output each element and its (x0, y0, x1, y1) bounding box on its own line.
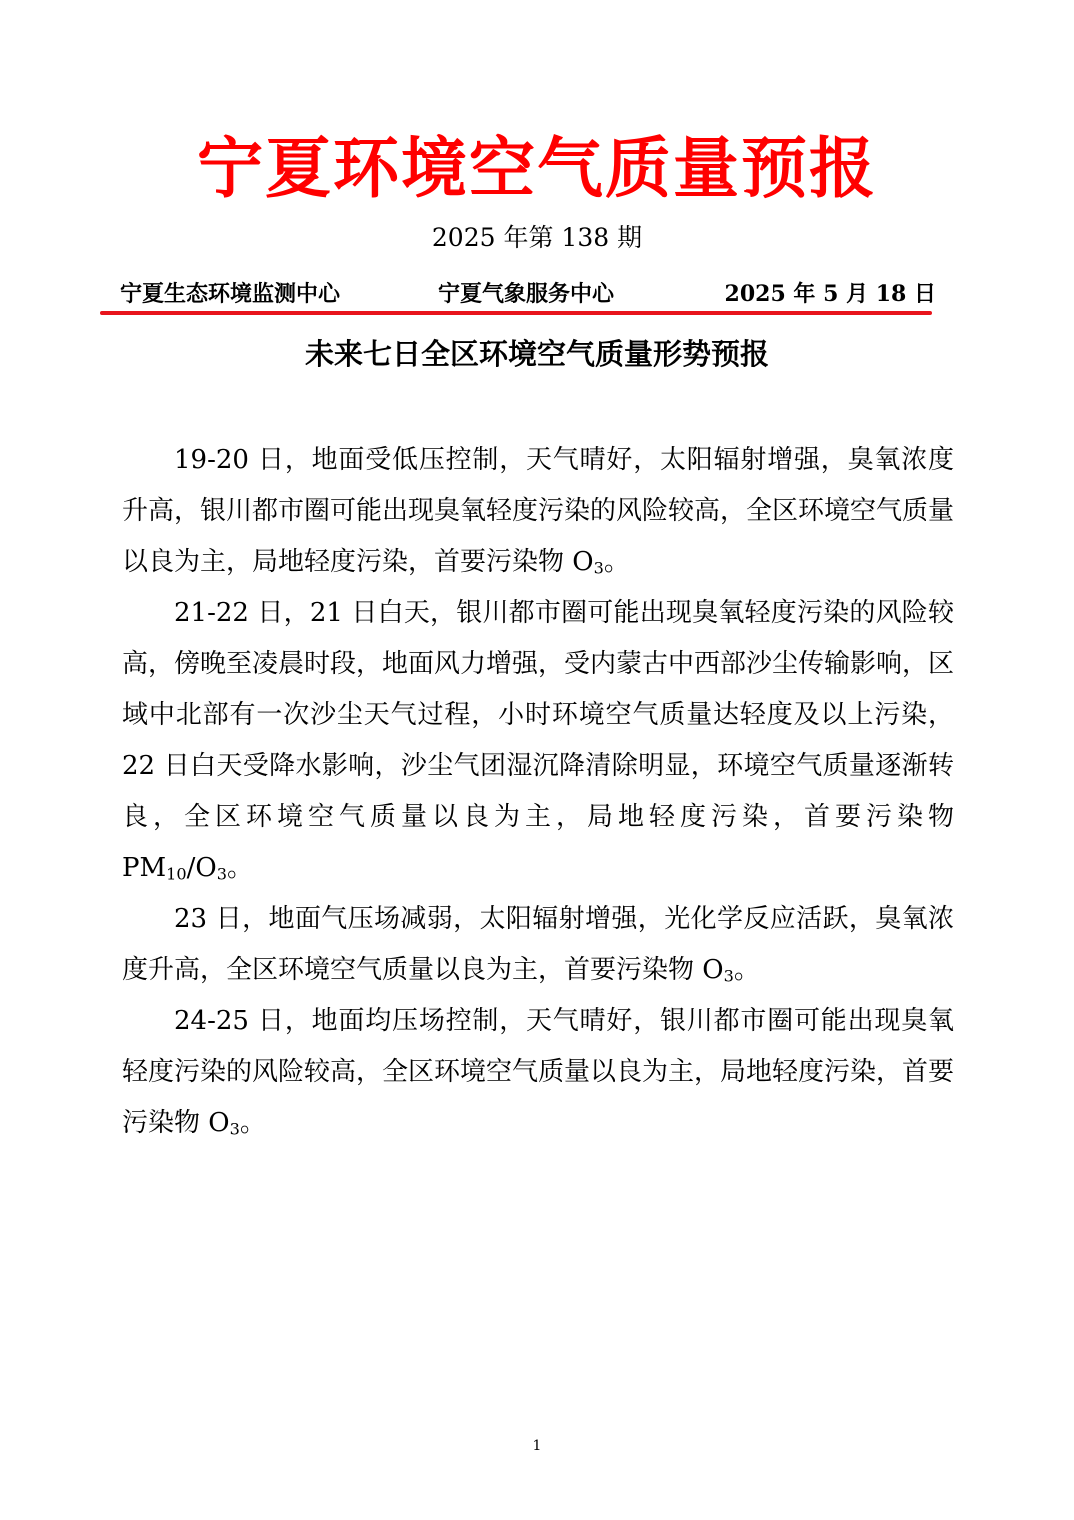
pollutant-subscript: 3 (216, 864, 227, 884)
pollutant-subscript: 10 (166, 864, 187, 884)
paragraph-text: 23 日，地面气压场减弱，太阳辐射增强，光化学反应活跃，臭氧浓度升高，全区环境空气质量以良为主，首要污染物 (122, 904, 954, 985)
issue-number: 2025 年第 138 期 (431, 223, 643, 252)
pollutant-symbol: PM (122, 853, 167, 883)
paragraph-text: 21-22 日，21 日白天，银川都市圈可能出现臭氧轻度污染的风险较高，傍晚至凌晨时段，地面风力增强，受内蒙古中西部沙尘传输影响，区域中北部有一次沙尘天气过程，小时环境空气质量达轻度及以上污染，22 日白天受降水影响，沙尘气团湿沉降清除明显，环境空气质量逐渐转良，全区环境空气质量以良为主，局地轻度污染，首要污染物 (122, 598, 955, 832)
issue-date: 2025 年 5 月 18 日 (724, 281, 936, 307)
paragraph-end-mark: 。 (603, 547, 630, 577)
paragraph-19-20 (122, 435, 954, 588)
paragraph-end-mark: 。 (733, 955, 760, 985)
pollutant-symbol: O (702, 955, 724, 985)
issuer-row (120, 276, 936, 312)
pollutant-subscript: 3 (723, 966, 734, 986)
report-title: 未来七日全区环境空气质量形势预报 (304, 337, 769, 371)
paragraph-24-25 (122, 996, 954, 1149)
paragraph-23 (122, 894, 954, 996)
issuer-meteorological-center: 宁夏气象服务中心 (438, 281, 615, 307)
pollutant-symbol: O (195, 853, 217, 883)
page-number: 1 (532, 1438, 542, 1454)
pollutant-subscript: 3 (593, 558, 604, 578)
paragraph-end-mark: 。 (239, 1108, 266, 1138)
pollutant-symbol: O (208, 1108, 230, 1138)
report-body (122, 435, 954, 1149)
pollutant-separator: / (186, 853, 196, 883)
paragraph-text: 19-20 日，地面受低压控制，天气晴好，太阳辐射增强，臭氧浓度升高，银川都市圈可能出现臭氧轻度污染的风险较高，全区环境空气质量以良为主，局地轻度污染，首要污染物 (122, 445, 955, 577)
masthead-title: 宁夏环境空气质量预报 (197, 129, 877, 207)
paragraph-end-mark: 。 (226, 853, 253, 883)
paragraph-21-22 (122, 588, 954, 894)
paragraph-text: 24-25 日，地面均压场控制，天气晴好，银川都市圈可能出现臭氧轻度污染的风险较高，全区环境空气质量以良为主，局地轻度污染，首要污染物 (122, 1006, 955, 1138)
pollutant-symbol: O (572, 547, 594, 577)
masthead-red-rule (100, 311, 932, 315)
issuer-monitoring-center: 宁夏生态环境监测中心 (120, 281, 341, 307)
pollutant-subscript: 3 (229, 1119, 240, 1139)
